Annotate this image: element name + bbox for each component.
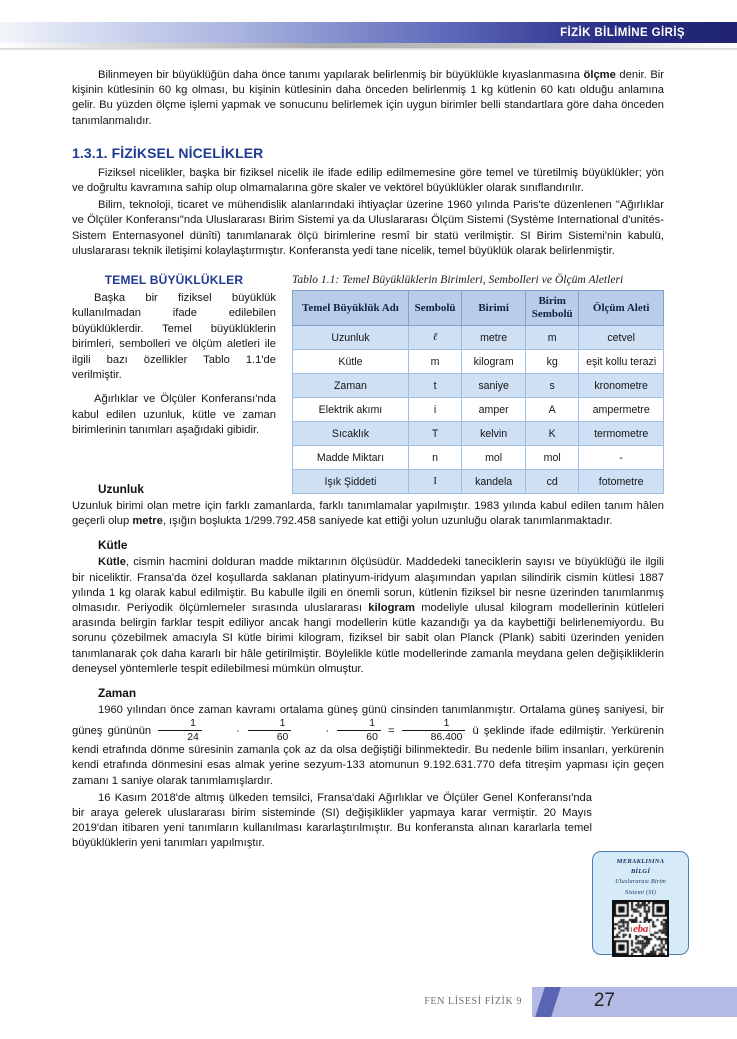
closing-paragraph: 16 Kasım 2018'de altmış ülkeden temsilci, Fransa'daki Ağırlıklar ve Ölçüler Genel Konferansı'nda bir araya gelerek uluslararası birim sisteminde (SI) değişiklikler yapmaya karar vermiştir. 20 Mayıs 2019'dan itibaren yeni tanımların kullanılması kararlaştırılmıştır. Bu konferansta alınan kararlarla temel büyüklüklerin yeni tanımları yapılmıştır. [72,791,592,850]
table-cell-symbol: T [408,422,461,446]
section-paragraph-1: Fiziksel nicelikler, başka bir fiziksel nicelik ile ifade edilip edilmemesine göre temel ve türetilmiş büyüklükler; yön ve doğrultu kavramına sahip olup olmamalarına göre skaler ve vektörel büyüklükler olarak sınıflandırılır. [72,166,664,195]
table-cell-unit: amper [462,398,526,422]
table-cell-unit-symbol: cd [526,470,579,494]
subsection-paragraph-kutle: Kütle, cismin hacmini dolduran madde miktarının ölçüsüdür. Maddedeki taneciklerin sayısı ve büyüklüğü ile ilgili bir niceliktir. Fransa'da özel koşullarda saklanan platinyum-iridyum alaşımından yapılan silindirik cismin kütlesi 1887 yılında 1 kg olarak kabul edilmiştir. Bu kabulle ilgili en önemli sorun, kütlenin fiziksel bir nesne üzerinden tanımlanmış olmasıdır. Periyodik ölçümlemeler sırasında uluslararası kilogram modeliyle ulusal kilogram modellerinin kütleleri arasında belirgin farklar tespit ediliyor ancak hangi modellerin kütle kazandığı ya da kaybettiği belirlenemiyordu. Bu sorunu çözebilmek amacıyla SI kütle birimi kilogram, fiziksel bir sabit olan Planck (Plank) sabiti üzerinden yeniden tanımlanarak çok daha kararlı bir hâle getirilmiştir. Böylelikle kütle modellerinde zamanla meydana gelen değişikliklerin deneysel yöntemlerle tespit edilebilmesi mümkün olmuştur. [72,556,664,675]
table-row [293,374,664,398]
table-cell-name: Işık Şiddeti [293,470,409,494]
table-col-unit-symbol: Birim Sembolü [526,291,579,326]
table-cell-unit-symbol: mol [526,446,579,470]
table-col-instrument: Ölçüm Aleti [579,291,664,326]
multiply-dot-2: · [325,725,330,738]
multiply-dot-1: · [235,725,240,738]
table-cell-instrument: termometre [579,422,664,446]
subsection-heading-zaman: Zaman [98,686,137,701]
fraction-4 [402,718,466,743]
table-cell-instrument: ampermetre [579,398,664,422]
table-cell-unit: kandela [462,470,526,494]
table-cell-name: Zaman [293,374,409,398]
fraction-1 [158,718,202,743]
table-row [293,350,664,374]
table-cell-name: Elektrik akımı [293,398,409,422]
fraction-2 [248,718,292,743]
info-box-subtitle-line-2: Sistemi (SI) [624,888,657,896]
table-cell-unit-symbol: A [526,398,579,422]
table-cell-instrument: - [579,446,664,470]
table-body [293,326,664,494]
table-cell-unit-symbol: s [526,374,579,398]
sidebar-paragraph-2: Ağırlıklar ve Ölçüler Konferansı'nda kabul edilen uzunluk, kütle ve zaman birimlerinin tanımları aşağıdaki gibidir. [72,393,276,437]
table-cell-name: Kütle [293,350,409,374]
fraction-2-numerator: 1 [248,718,292,731]
zaman-text-after: şeklinde ifade edilmiştir. Yerkürenin kendi etrafında dönme süresinin zamanla çok az da olsa değiştiği bilinmektedir. Bu nedenle bilim insanları, yerkürenin kendi etrafında dönmesini esas almak yerine sezyum-133 atomunun 9.192.631.770 defa titreşim yapması için geçen zamanı 1 saniye olarak tanımlamışlardır. [72,725,664,787]
table-cell-unit: mol [462,446,526,470]
table-row [293,398,664,422]
info-box-subtitle-line-1: Uluslararası Birim [615,878,666,885]
page-content [72,68,664,854]
table-cell-symbol: I [408,470,461,494]
equals-sign: = [387,725,395,738]
fraction-3-denominator: 60 [366,732,378,744]
zaman-text-before: 1960 yılından önce zaman kavramı ortalama güneş günü cinsinden tanımlanmıştır. Ortalama güneş saniyesi, bir güneş gününün [72,704,664,738]
table-cell-unit-symbol: m [526,326,579,350]
table-cell-unit-symbol: K [526,422,579,446]
qr-code[interactable] [612,900,669,957]
table-col-symbol: Sembolü [408,291,461,326]
meraklisina-bilgi-box[interactable] [592,851,689,955]
table-header-row [293,291,664,326]
sidebar-heading: TEMEL BÜYÜKLÜKLER [104,273,244,288]
table-cell-instrument: kronometre [579,374,664,398]
table-cell-unit: kilogram [462,350,526,374]
eba-logo: eba [633,922,648,935]
fraction-4-denominator: 86.400 [430,732,463,744]
table-row [293,422,664,446]
sidebar-and-table-region [72,273,664,488]
page-header-title: FİZİK BİLİMİNE GİRİŞ [560,26,685,39]
table-cell-unit: kelvin [462,422,526,446]
table-cell-instrument: cetvel [579,326,664,350]
fraction-4-numerator: 1 [402,718,466,731]
fraction-3-numerator: 1 [337,718,381,731]
table-row [293,446,664,470]
fraction-2-denominator: 60 [276,732,289,744]
intro-paragraph: Bilinmeyen bir büyüklüğün daha önce tanımı yapılarak belirlenmiş bir büyüklükle kıyaslanmasına ölçme denir. Bir kişinin kütlesinin 60 kg olması, bu kişinin kütlesinin daha önceden belirlenmiş 1 kg kütlenin 60 katı olduğu anlamına gelir. Bu yüzden ölçme işlemi yapmak ve sonucunu belirlemek için uygun birimler belli standartlara göre daha önceden tanımlanmalıdır. [72,69,664,127]
formula-suffix: ü [472,725,479,738]
sidebar-paragraph-1: Başka bir fiziksel büyüklük kullanılmadan ifade edilebilen büyüklüklerdir. Temel büyüklüklerin birimleri, sembolleri ve ölçüm aletleri ile ilgili bazı özellikler Tablo 1.1'de verilmiştir. [72,292,276,382]
table-caption: Tablo 1.1: Temel Büyüklüklerin Birimleri, Sembolleri ve Ölçüm Aletleri [292,273,624,287]
table-cell-symbol: n [408,446,461,470]
table-row [293,326,664,350]
table-col-name: Temel Büyüklük Adı [293,291,409,326]
table-cell-instrument: fotometre [579,470,664,494]
table-cell-symbol: m [408,350,461,374]
fraction-1-numerator: 1 [158,718,202,731]
table-cell-symbol: i [408,398,461,422]
subsection-paragraph-uzunluk: Uzunluk birimi olan metre için farklı zamanlarda, farklı tanımlamalar yapılmıştır. 1983 yılında kabul edilen tanım hâlen geçerli olup metre, ışığın boşlukta 1/299.792.458 saniyede kat ettiği yolun uzunluğu olarak tanımlanmaktadır. [72,500,664,528]
fraction-1-denominator: 24 [187,732,199,744]
table-cell-name: Sıcaklık [293,422,409,446]
table-cell-unit-symbol: kg [526,350,579,374]
table-cell-instrument: eşit kollu terazi [579,350,664,374]
subsection-heading-kutle: Kütle [98,538,128,553]
table-column [292,273,664,494]
subsection-paragraph-zaman [72,703,664,789]
table-cell-symbol: ℓ [408,326,461,350]
table-cell-unit: saniye [462,374,526,398]
subsection-heading-uzunluk: Uzunluk [98,482,144,497]
page-footer [0,987,737,1017]
footer-page-number: 27 [593,990,615,1011]
sidebar-column [72,273,276,448]
table-row [293,470,664,494]
table-cell-name: Madde Miktarı [293,446,409,470]
section-paragraph-2: Bilim, teknoloji, ticaret ve mühendislik alanlarındaki ihtiyaçlar üzerine 1960 yılında Paris'te düzenlenen "Ağırlıklar ve Ölçüler Konferansı"nda Uluslararası Birim Sistemi ya da Uluslararası Ölçüm Sistemi (Système International d'unités-Sistem Enternasyonel dünîti) tanımlanarak ölçü birimlerine resmî bir statü verilmiştir. SI Birim Sistemi'nin kabulü, uluslararası teknik iletişimi kolaylaştırmıştır. Konferansta yedi tane nicelik, temel büyüklük olarak belirlenmiştir. [72,199,664,257]
table-cell-symbol: t [408,374,461,398]
table-cell-name: Uzunluk [293,326,409,350]
table-col-unit: Birimi [462,291,526,326]
base-quantities-table [292,290,664,494]
footer-book-title: FEN LİSESİ FİZİK 9 [424,996,522,1007]
info-box-title-line-2: BİLGİ [630,867,651,875]
page-header-band [0,22,737,43]
section-heading: 1.3.1. FİZİKSEL NİCELİKLER [72,144,264,161]
table-cell-unit: metre [462,326,526,350]
fraction-3 [337,718,381,743]
header-divider-shadow [0,48,737,51]
info-box-title-line-1: MERAKLISINA [616,858,665,865]
footer-band [532,987,737,1017]
